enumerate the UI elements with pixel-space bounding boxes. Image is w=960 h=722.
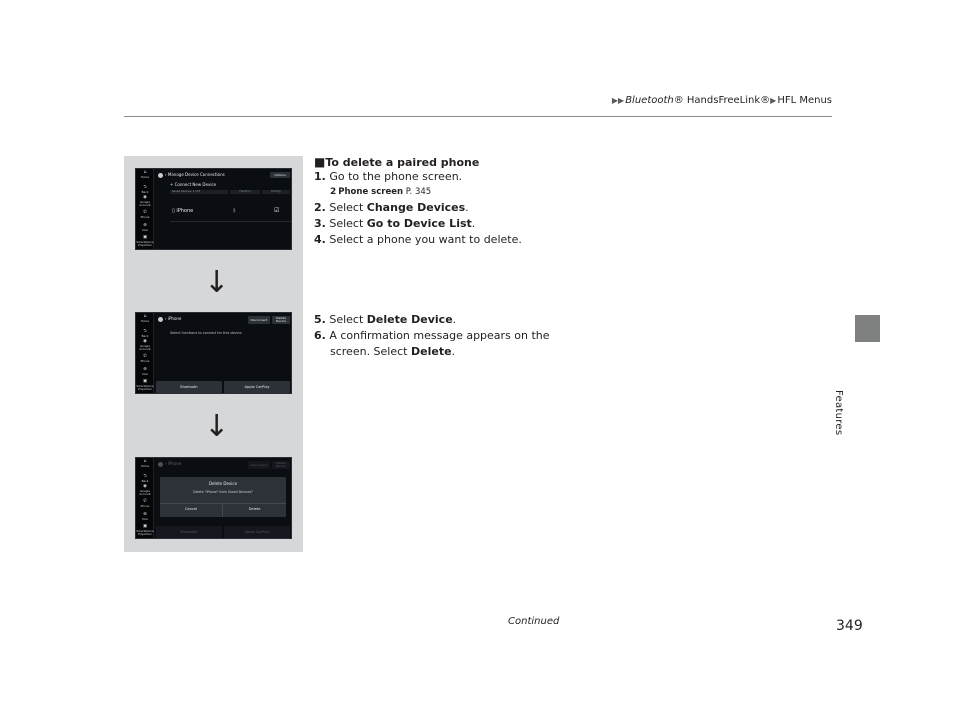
- side-tab-label: Features: [833, 390, 844, 436]
- home-icon: ⌂: [143, 170, 147, 175]
- home-icon: ⌂: [143, 459, 147, 464]
- header-rule: [124, 116, 832, 117]
- delete-device-button[interactable]: Delete Device: [272, 316, 290, 324]
- priority-header: Priority: [262, 190, 290, 194]
- dialog-title: Delete Device: [208, 481, 238, 486]
- instructions-text: Select functions to connect for this device.: [170, 331, 243, 335]
- step-5: 5. Select Delete Device.: [314, 313, 457, 326]
- page-number: 349: [836, 618, 863, 634]
- connect-new-device-link[interactable]: + Connect New Device: [170, 182, 217, 187]
- delete-confirmation-dialog: [160, 477, 286, 517]
- nav-home[interactable]: ⌂ Home: [136, 171, 154, 179]
- registered-mark: ®: [760, 95, 771, 106]
- nav-rail: [136, 169, 154, 249]
- nav-dial[interactable]: ⊕ Dial: [136, 513, 154, 521]
- screen-manage-device-connections: [135, 168, 292, 250]
- nav-phone[interactable]: ✆ Phone: [136, 500, 154, 508]
- nav-back[interactable]: ⮌ Back: [136, 475, 154, 483]
- projection-icon: ▣: [142, 379, 148, 384]
- step-1: 1. Go to the phone screen.: [314, 170, 463, 183]
- triangle-right-icon: ▶▶: [611, 96, 625, 105]
- screen-title: › iPhone: [158, 316, 181, 322]
- screen-title-dimmed: › iPhone: [158, 461, 181, 467]
- dial-icon: ⊕: [143, 223, 147, 228]
- device-row-iphone[interactable]: ▯ iPhone: [172, 208, 194, 214]
- apple-carplay-button-dimmed: Apple CarPlay: [224, 526, 290, 538]
- nav-home[interactable]: ⌂ Home: [136, 315, 154, 323]
- screen-delete-confirmation: [135, 457, 292, 539]
- nav-phone[interactable]: ✆ Phone: [136, 211, 154, 219]
- back-icon: ⮌: [143, 185, 147, 190]
- breadcrumb-handsfreelink: HandsFreeLink: [683, 95, 761, 106]
- account-icon: ◉: [143, 195, 147, 200]
- smartphone-icon: ▯: [172, 208, 175, 214]
- triangle-right-icon: ▶: [770, 96, 777, 105]
- bluetooth-icon[interactable]: ᛒ: [233, 208, 237, 214]
- side-tab-marker: [855, 315, 880, 342]
- account-icon: ◉: [143, 339, 147, 344]
- projection-icon: ▣: [142, 524, 148, 529]
- step-6: 6. A confirmation message appears on the: [314, 329, 550, 342]
- dial-icon: ⊕: [143, 512, 147, 517]
- back-icon: ⮌: [143, 329, 147, 334]
- registered-mark: ®: [673, 95, 684, 106]
- disconnect-button-dimmed: Disconnect: [248, 461, 270, 469]
- arrow-down-icon: ↓: [204, 409, 230, 444]
- back-button-icon[interactable]: [158, 173, 163, 178]
- arrow-down-icon: ↓: [204, 265, 230, 300]
- nav-back[interactable]: ⮌ Back: [136, 330, 154, 338]
- home-icon: ⌂: [143, 314, 147, 319]
- dialog-message: Delete "iPhone" from Saved Devices?: [193, 490, 253, 494]
- phone-icon: ✆: [143, 210, 147, 215]
- delete-device-button-dimmed: Delete Device: [272, 461, 290, 469]
- projection-icon: ▣: [142, 235, 148, 240]
- breadcrumb-bluetooth: Bluetooth: [625, 95, 674, 106]
- continued-label: Continued: [508, 616, 560, 627]
- cancel-button[interactable]: Cancel: [184, 507, 198, 511]
- back-button-icon[interactable]: [158, 317, 163, 322]
- nav-home[interactable]: ⌂ Home: [136, 460, 154, 468]
- saved-devices-header: Saved Devices: 1 of 6: [170, 190, 228, 194]
- nav-phone[interactable]: ✆ Phone: [136, 355, 154, 363]
- row-divider: [170, 221, 291, 222]
- function-header: Function: [230, 190, 260, 194]
- screen-title: › Manage Device Connections: [158, 172, 225, 178]
- nav-rail: [136, 458, 154, 538]
- phone-icon: ✆: [143, 354, 147, 359]
- reference-arrow-icon: 2: [330, 187, 337, 197]
- apple-carplay-button[interactable]: Apple CarPlay: [224, 381, 290, 393]
- section-heading: ■To delete a paired phone: [314, 155, 480, 169]
- cross-reference[interactable]: 2 Phone screen P. 345: [330, 187, 432, 197]
- breadcrumb: [612, 95, 832, 106]
- nav-projection[interactable]: ▣ Smartphone Projection: [136, 524, 154, 536]
- step-2: 2. Select Change Devices.: [314, 201, 469, 214]
- delete-button[interactable]: Delete: [248, 507, 261, 511]
- nav-rail: [136, 313, 154, 393]
- step-3: 3. Select Go to Device List.: [314, 217, 476, 230]
- back-icon: ⮌: [143, 474, 147, 479]
- nav-account[interactable]: ◉ Google Account: [136, 485, 154, 496]
- back-button-icon: [158, 462, 163, 467]
- nav-back[interactable]: ⮌ Back: [136, 186, 154, 194]
- nav-projection[interactable]: ▣ Smartphone Projection: [136, 235, 154, 247]
- options-button[interactable]: Options: [270, 172, 290, 178]
- nav-dial[interactable]: ⊕ Dial: [136, 224, 154, 232]
- dial-icon: ⊕: [143, 367, 147, 372]
- disconnect-button[interactable]: Disconnect: [248, 316, 270, 324]
- account-icon: ◉: [143, 484, 147, 489]
- nav-projection[interactable]: ▣ Smartphone Projection: [136, 379, 154, 391]
- dialog-divider: [160, 503, 286, 504]
- section-marker: ■: [314, 155, 326, 169]
- nav-dial[interactable]: ⊕ Dial: [136, 368, 154, 376]
- checkbox-checked-icon[interactable]: ☑: [274, 207, 280, 214]
- nav-account[interactable]: ◉ Google Account: [136, 196, 154, 207]
- step-4: 4. Select a phone you want to delete.: [314, 233, 522, 246]
- bluetooth-button[interactable]: Bluetooth: [156, 381, 222, 393]
- breadcrumb-hfl-menus: HFL Menus: [777, 95, 832, 106]
- phone-icon: ✆: [143, 499, 147, 504]
- bluetooth-button-dimmed: Bluetooth: [156, 526, 222, 538]
- screen-device-detail: [135, 312, 292, 394]
- step-6-continued: screen. Select Delete.: [330, 345, 456, 358]
- nav-account[interactable]: ◉ Google Account: [136, 340, 154, 351]
